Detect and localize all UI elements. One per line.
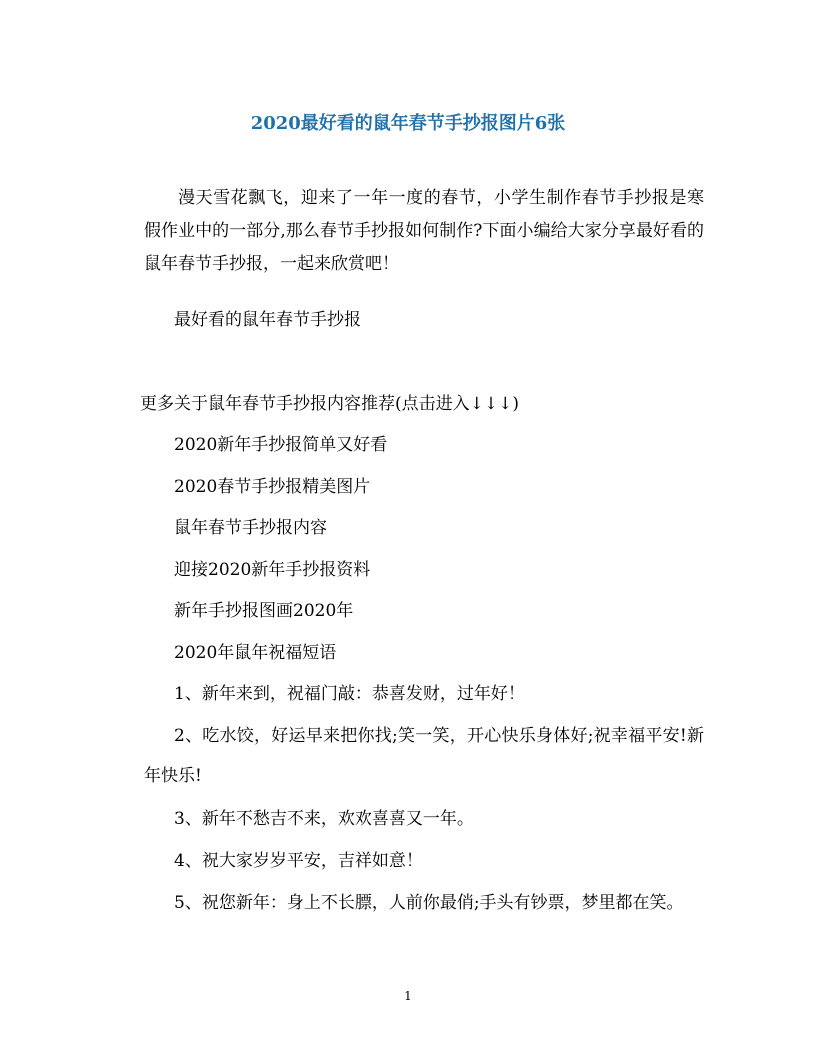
subheading: 最好看的鼠年春节手抄报 (174, 310, 361, 330)
recommendation-link[interactable]: 2020新年手抄报简单又好看 (174, 435, 388, 455)
page-number: 1 (404, 989, 412, 1003)
wish-item: 2、吃水饺，好运早来把你找;笑一笑，开心快乐身体好;祝幸福平安!新年快乐! (144, 726, 704, 786)
wish-item: 5、祝您新年：身上不长膘，人前你最俏;手头有钞票，梦里都在笑。 (174, 893, 684, 913)
recommendation-link[interactable]: 2020春节手抄报精美图片 (174, 477, 371, 497)
intro-paragraph: 漫天雪花飘飞，迎来了一年一度的春节，小学生制作春节手抄报是寒假作业中的一部分,那么春节手抄报如何制作?下面小编给大家分享最好看的鼠年春节手抄报，一起来欣赏吧！ (144, 188, 704, 274)
document-title: 2020最好看的鼠年春节手抄报图片6张 (250, 113, 566, 134)
more-recommendations-heading: 更多关于鼠年春节手抄报内容推荐(点击进入↓↓↓) (140, 394, 519, 414)
wish-item: 1、新年来到，祝福门敲：恭喜发财，过年好！ (174, 684, 525, 704)
recommendation-link[interactable]: 2020年鼠年祝福短语 (174, 643, 337, 663)
recommendation-link[interactable]: 迎接2020新年手抄报资料 (174, 560, 371, 580)
recommendation-link[interactable]: 鼠年春节手抄报内容 (174, 518, 327, 538)
recommendation-link[interactable]: 新年手抄报图画2020年 (174, 601, 354, 621)
wish-item: 4、祝大家岁岁平安，吉祥如意！ (174, 851, 423, 871)
wish-item: 3、新年不愁吉不来，欢欢喜喜又一年。 (174, 809, 474, 829)
